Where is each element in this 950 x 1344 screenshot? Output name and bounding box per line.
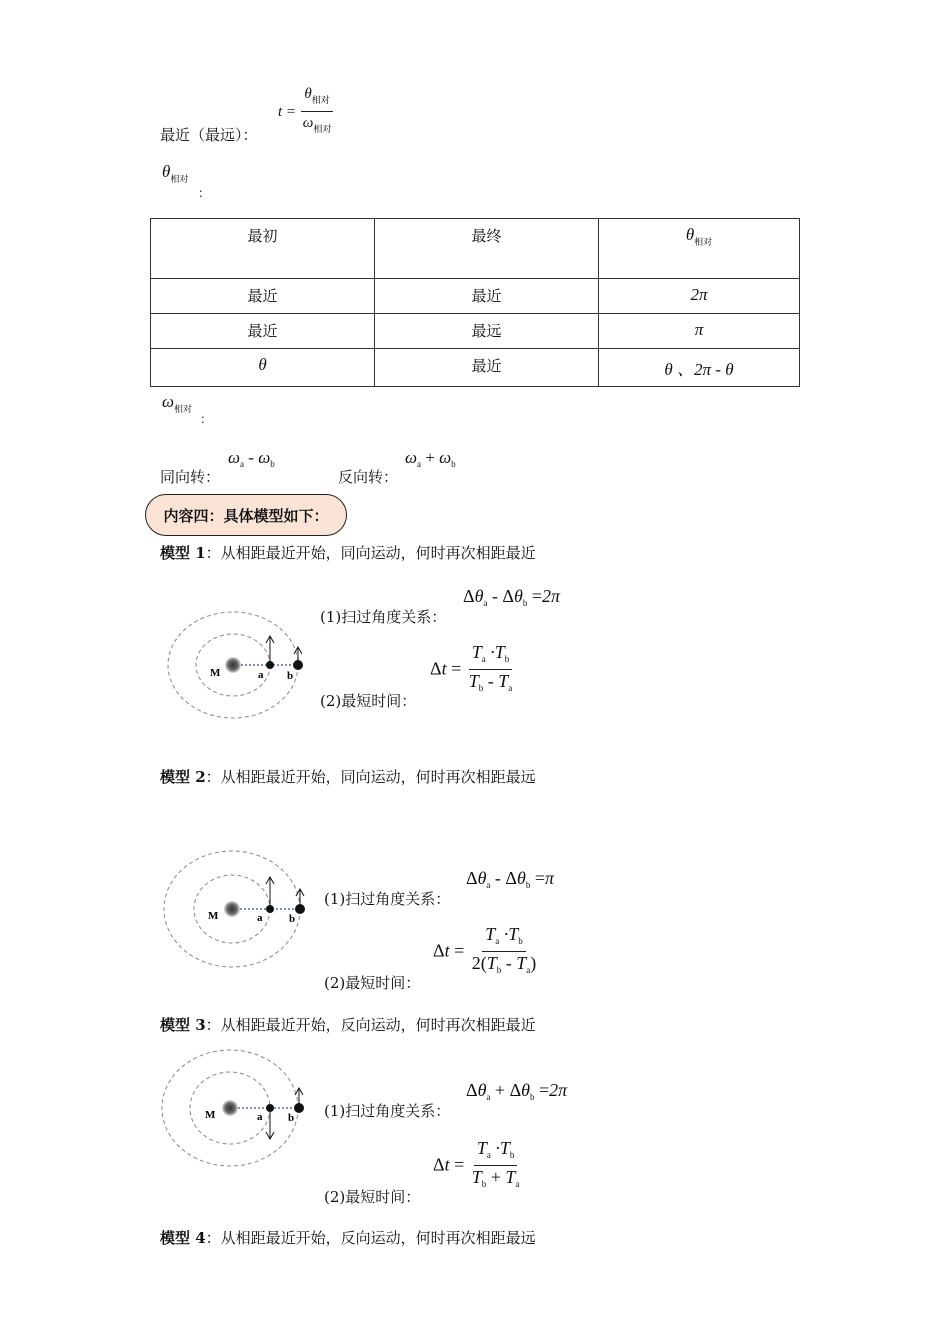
orbit-diagram-2 — [160, 840, 320, 980]
svg-text:b: b — [289, 913, 296, 925]
header-theta: $\theta_{相对}$ — [599, 219, 800, 279]
same-direction-label: 同向转： — [160, 468, 221, 486]
opposite-direction-expr: $\omega_a + \omega_b$ — [405, 448, 456, 469]
model-2-angle-relation: $\Delta\theta_a - \Delta\theta_b =\pi$ — [466, 868, 555, 890]
svg-text:b: b — [287, 670, 294, 682]
svg-text:a: a — [257, 912, 263, 924]
table-row: 最近 最远 π — [151, 314, 800, 349]
header-end: 最终 — [375, 219, 599, 279]
table-row: θ 最近 θ 、2π - θ — [151, 349, 800, 387]
svg-text:a: a — [258, 669, 264, 681]
omega-relative-heading: $\omega_{相对}$ — [162, 392, 193, 415]
model-2-time-formula: Δt = $\frac{T_a \cdot T_b}{2(T_b - T_a)}$ — [433, 924, 537, 975]
model-1-step1: (1)扫过角度关系： — [320, 608, 447, 626]
model-4-title: 模型 4：从相距最近开始，反向运动，何时再次相距最远 — [160, 1229, 536, 1247]
model-2-step2: (2)最短时间： — [324, 974, 421, 992]
header-start: 最初 — [151, 219, 375, 279]
model-1-step2: (2)最短时间： — [320, 692, 417, 710]
angle-relation-table — [150, 218, 800, 387]
model-3-angle-relation: $\Delta\theta_a + \Delta\theta_b =2\pi$ — [466, 1080, 568, 1102]
model-2-title: 模型 2：从相距最近开始，同向运动，何时再次相距最远 — [160, 768, 536, 786]
theta-colon: ： — [198, 186, 211, 200]
table-header-row — [151, 219, 800, 279]
svg-text:a: a — [257, 1111, 263, 1123]
model-1-angle-relation: $\Delta\theta_a - \Delta\theta_b =2\pi$ — [463, 586, 561, 608]
same-direction-expr: $\omega_a - \omega_b$ — [228, 448, 275, 469]
model-3-title: 模型 3：从相距最近开始，反向运动，何时再次相距最近 — [160, 1016, 536, 1034]
orbit-diagram-1 — [165, 590, 315, 730]
model-3-step1: (1)扫过角度关系： — [324, 1102, 451, 1120]
table-row: 最近 最近 2π — [151, 279, 800, 314]
model-3-step2: (2)最短时间： — [324, 1188, 421, 1206]
orbit-diagram-3 — [158, 1042, 318, 1172]
t-formula: t = $\frac{\theta_{相对}}{\omega_{相对}}$ — [278, 86, 332, 135]
svg-text:M: M — [208, 910, 219, 922]
svg-text:M: M — [205, 1109, 216, 1121]
model-1-time-formula: Δt = $\frac{T_a \cdot T_b}{T_b - T_a}$ — [430, 642, 513, 693]
theta-relative-heading: $\theta_{相对}$ — [162, 162, 189, 185]
model-1-title: 模型 1：从相距最近开始，同向运动，何时再次相距最近 — [160, 544, 536, 562]
opposite-direction-label: 反向转： — [338, 468, 399, 486]
nearest-farthest-label: 最近（最远）： — [160, 126, 258, 144]
section-badge: 内容四：具体模型如下： — [145, 494, 347, 536]
model-2-step1: (1)扫过角度关系： — [324, 890, 451, 908]
model-3-time-formula: Δt = $\frac{T_a \cdot T_b}{T_b + T_a}$ — [433, 1138, 520, 1189]
omega-colon: ： — [200, 412, 213, 426]
svg-text:M: M — [210, 667, 221, 679]
svg-text:b: b — [288, 1112, 295, 1124]
